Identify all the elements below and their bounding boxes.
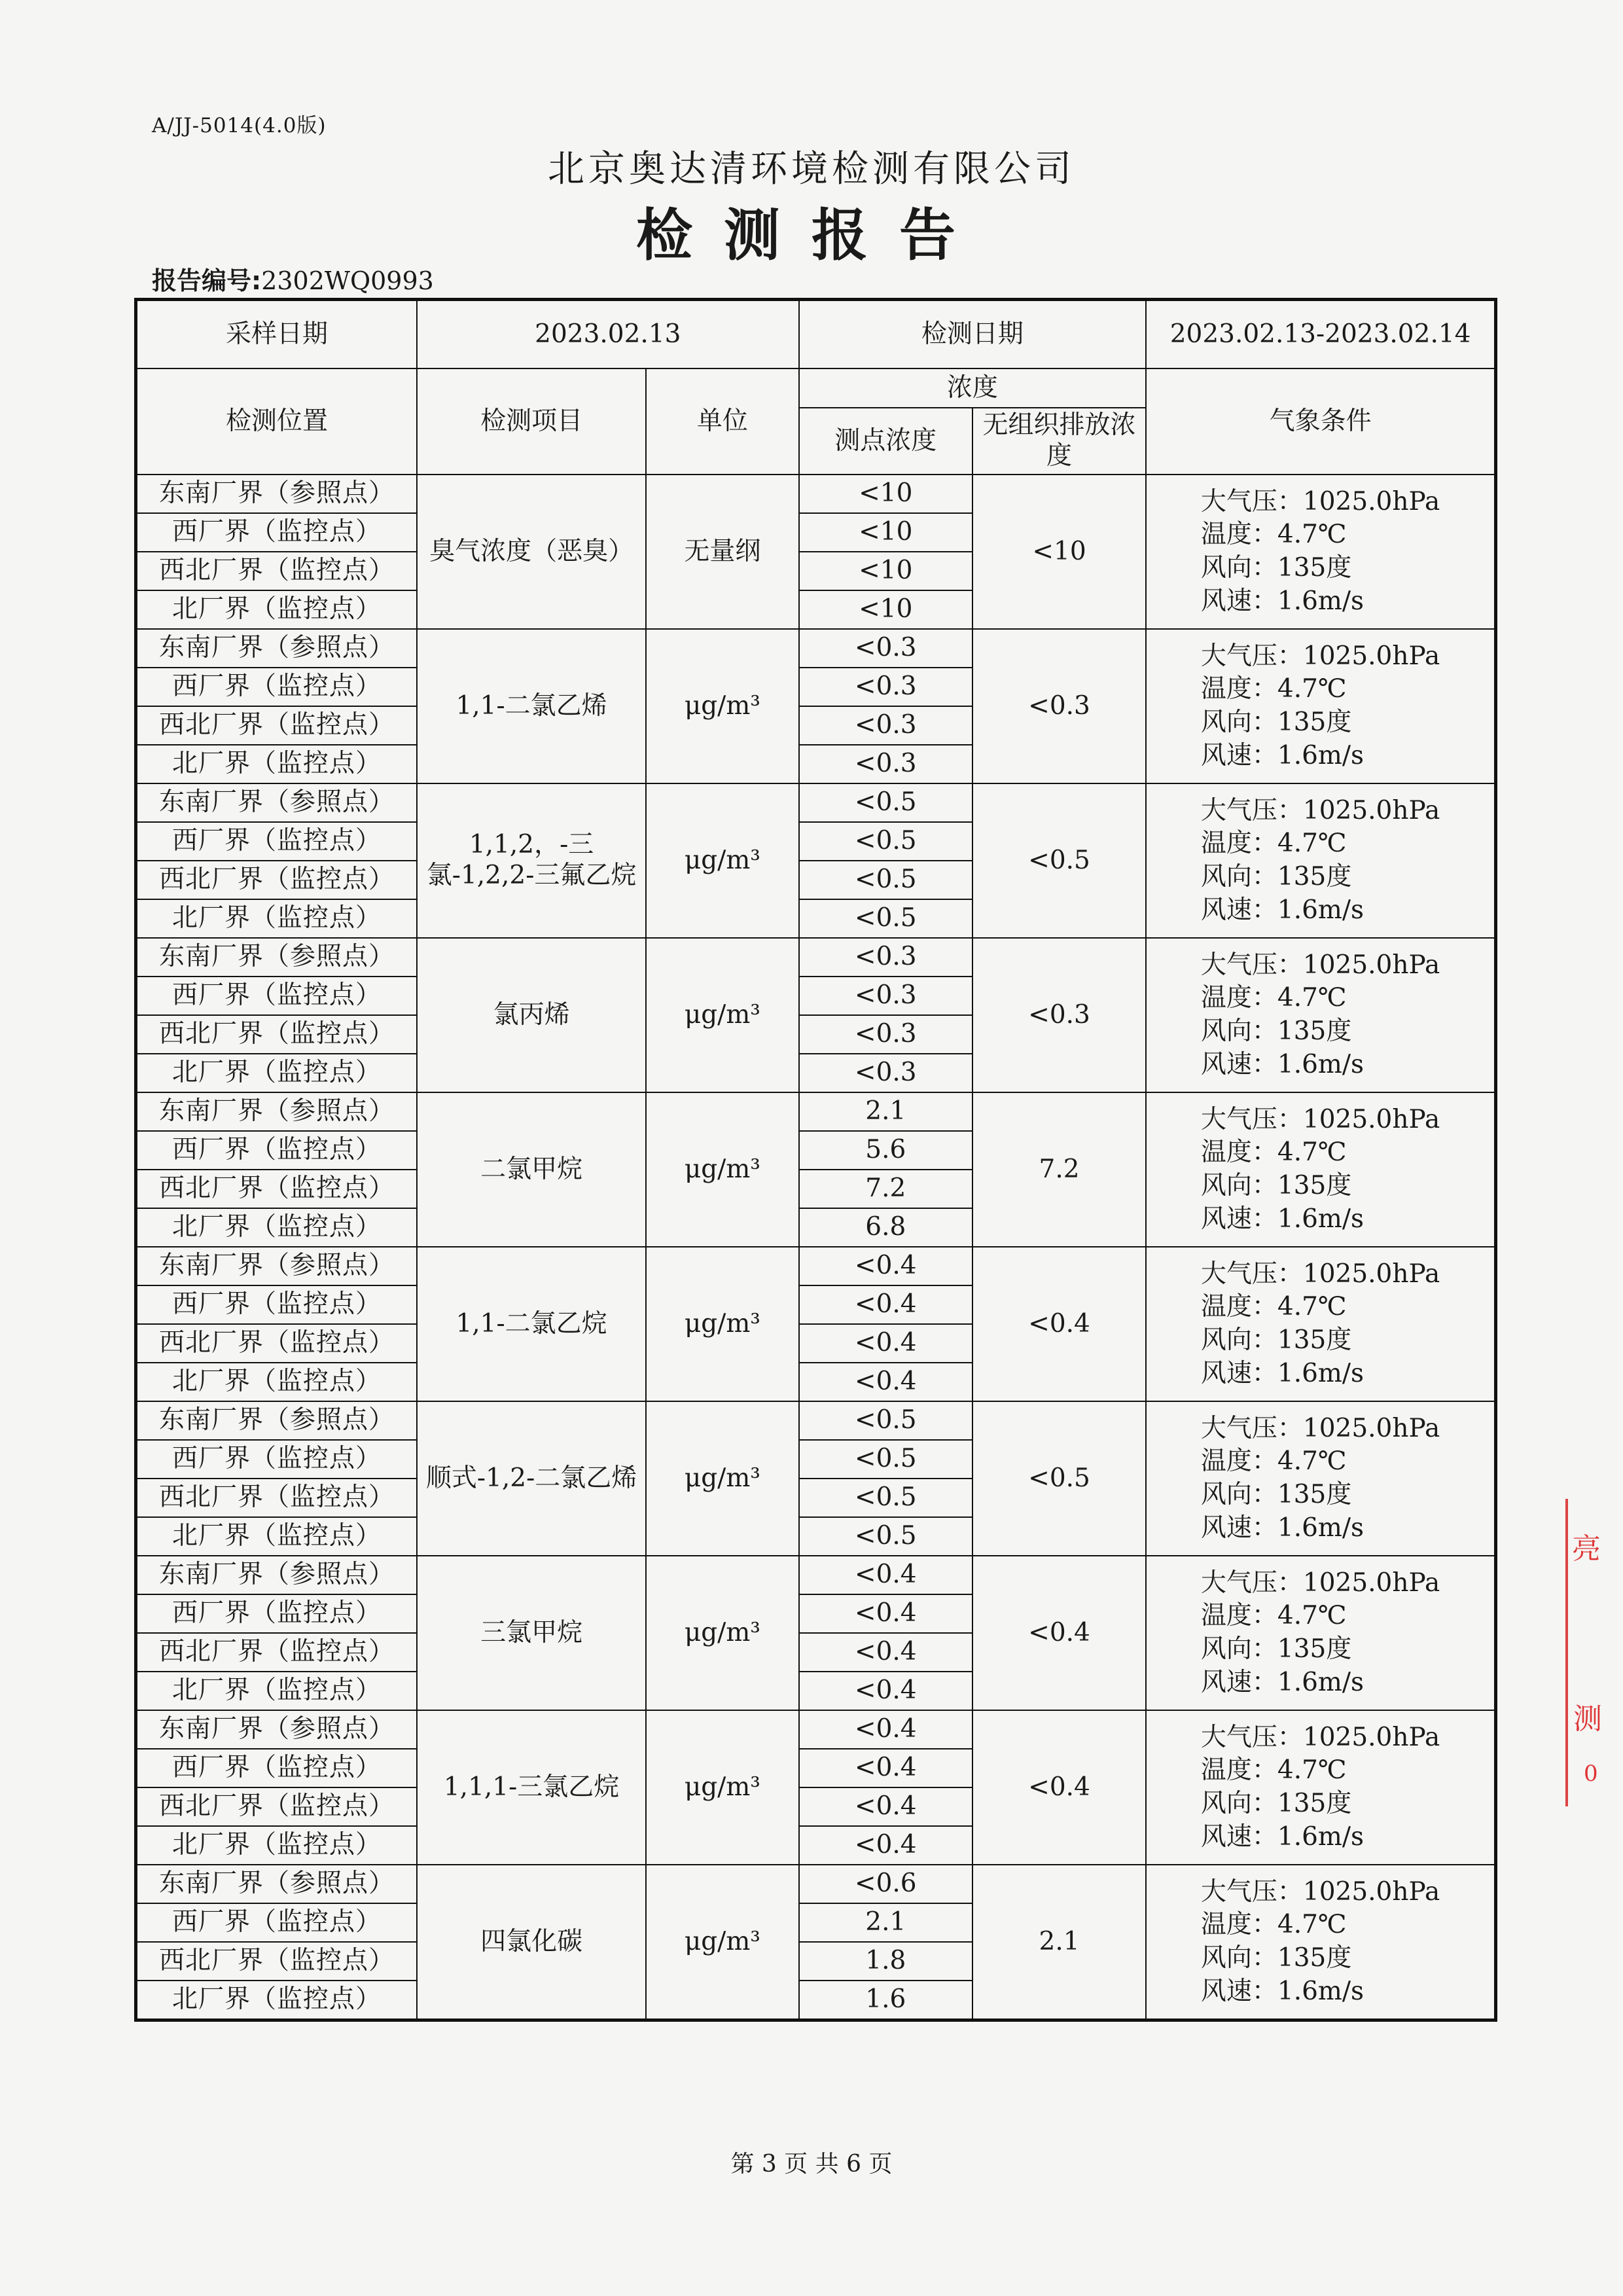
weather-line: 大气压：1025.0hPa (1200, 795, 1440, 825)
point-concentration-cell: <0.6 (799, 1865, 972, 1903)
fugitive-concentration-cell: 2.1 (972, 1865, 1146, 2020)
point-concentration-cell: 2.1 (799, 1903, 972, 1942)
fugitive-concentration-cell: <0.4 (972, 1556, 1146, 1710)
point-conc-header: 测点浓度 (799, 408, 972, 475)
location-cell: 西厂界（监控点） (136, 1131, 417, 1170)
weather-cell (1146, 938, 1495, 1092)
weather-cell (1146, 783, 1495, 938)
weather-line: 风向：135度 (1200, 1325, 1352, 1355)
weather-line: 风速：1.6m/s (1200, 1204, 1364, 1234)
location-cell: 西厂界（监控点） (136, 822, 417, 861)
weather-line: 温度：4.7℃ (1200, 674, 1347, 704)
test-item-cell: 1,1,1-三氯乙烷 (417, 1710, 646, 1865)
weather-line: 温度：4.7℃ (1200, 1601, 1347, 1631)
weather-cell (1146, 1247, 1495, 1401)
test-date: 2023.02.13-2023.02.14 (1146, 300, 1495, 369)
point-concentration-cell: <0.4 (799, 1633, 972, 1672)
test-item-cell: 二氯甲烷 (417, 1092, 646, 1247)
weather-cell (1146, 629, 1495, 783)
page-footer: 第 3 页 共 6 页 (730, 2151, 893, 2178)
location-cell: 东南厂界（参照点） (136, 1401, 417, 1440)
location-cell: 东南厂界（参照点） (136, 475, 417, 513)
location-cell: 北厂界（监控点） (136, 1363, 417, 1401)
unit-cell: μg/m³ (646, 629, 798, 783)
weather-line: 大气压：1025.0hPa (1200, 1722, 1440, 1752)
point-concentration-cell: <0.4 (799, 1672, 972, 1710)
weather-line: 大气压：1025.0hPa (1200, 1104, 1440, 1134)
unit-cell: μg/m³ (646, 1865, 798, 2020)
fugitive-concentration-cell: <0.3 (972, 629, 1146, 783)
table-row (136, 475, 1496, 513)
weather-line: 风速：1.6m/s (1200, 586, 1364, 616)
point-concentration-cell: <0.3 (799, 938, 972, 977)
location-cell: 西厂界（监控点） (136, 977, 417, 1015)
weather-line: 风速：1.6m/s (1200, 895, 1364, 925)
weather-line: 温度：4.7℃ (1200, 1138, 1347, 1168)
date-row (136, 300, 1496, 369)
weather-line: 大气压：1025.0hPa (1200, 1876, 1440, 1907)
point-concentration-cell: <0.3 (799, 706, 972, 745)
point-concentration-cell: <0.5 (799, 1479, 972, 1517)
fugitive-concentration-cell: <0.5 (972, 783, 1146, 938)
location-cell: 东南厂界（参照点） (136, 1865, 417, 1903)
point-concentration-cell: 6.8 (799, 1208, 972, 1247)
table-row (136, 1247, 1496, 1285)
item-header: 检测项目 (417, 368, 646, 475)
company-name: 北京奥达清环境检测有限公司 (548, 148, 1075, 190)
location-header: 检测位置 (136, 368, 417, 475)
location-cell: 东南厂界（参照点） (136, 1247, 417, 1285)
table-row (136, 783, 1496, 822)
point-concentration-cell: <0.3 (799, 745, 972, 783)
seal-char: 0 (1584, 1761, 1598, 1787)
concentration-header: 浓度 (799, 368, 1147, 408)
location-cell: 西北厂界（监控点） (136, 1170, 417, 1208)
location-cell: 西北厂界（监控点） (136, 552, 417, 590)
point-concentration-cell: <0.4 (799, 1787, 972, 1826)
weather-line: 风向：135度 (1200, 1789, 1352, 1818)
point-concentration-cell: 1.6 (799, 1981, 972, 2020)
header-row (136, 368, 1496, 408)
point-concentration-cell: <0.4 (799, 1247, 972, 1285)
fugitive-concentration-cell: 7.2 (972, 1092, 1146, 1247)
fugitive-concentration-cell: <10 (972, 475, 1146, 629)
weather-line: 大气压：1025.0hPa (1200, 486, 1440, 516)
point-concentration-cell: <0.5 (799, 783, 972, 822)
weather-line: 温度：4.7℃ (1200, 1292, 1347, 1322)
weather-line: 大气压：1025.0hPa (1200, 1568, 1440, 1598)
weather-line: 风向：135度 (1200, 553, 1352, 583)
location-cell: 北厂界（监控点） (136, 590, 417, 629)
weather-line: 风速：1.6m/s (1200, 1821, 1364, 1852)
weather-line: 风向：135度 (1200, 1480, 1352, 1509)
results-table (134, 298, 1497, 2022)
location-cell: 东南厂界（参照点） (136, 1092, 417, 1131)
weather-line: 大气压：1025.0hPa (1200, 1259, 1440, 1289)
table-row (136, 1401, 1496, 1440)
location-cell: 西厂界（监控点） (136, 1749, 417, 1787)
table-row (136, 1865, 1496, 1903)
unit-cell: μg/m³ (646, 938, 798, 1092)
unit-cell: μg/m³ (646, 783, 798, 938)
weather-line: 大气压：1025.0hPa (1200, 1413, 1440, 1443)
report-number-value: 2302WQ0993 (261, 266, 434, 295)
location-cell: 北厂界（监控点） (136, 1208, 417, 1247)
test-item-cell: 臭气浓度（恶臭） (417, 475, 646, 629)
point-concentration-cell: <0.5 (799, 1440, 972, 1479)
location-cell: 东南厂界（参照点） (136, 629, 417, 668)
location-cell: 东南厂界（参照点） (136, 1710, 417, 1749)
weather-line: 风速：1.6m/s (1200, 740, 1364, 770)
point-concentration-cell: <0.4 (799, 1363, 972, 1401)
weather-line: 风速：1.6m/s (1200, 1976, 1364, 2006)
weather-line: 风速：1.6m/s (1200, 1667, 1364, 1697)
form-code: A/JJ-5014(4.0版) (152, 114, 327, 137)
fugitive-concentration-cell: <0.4 (972, 1247, 1146, 1401)
weather-cell (1146, 1865, 1495, 2020)
point-concentration-cell: <0.5 (799, 899, 972, 938)
point-concentration-cell: 5.6 (799, 1131, 972, 1170)
weather-cell (1146, 475, 1495, 629)
location-cell: 北厂界（监控点） (136, 1981, 417, 2020)
point-concentration-cell: <0.4 (799, 1594, 972, 1633)
weather-line: 温度：4.7℃ (1200, 1446, 1347, 1477)
weather-line: 风向：135度 (1200, 1943, 1352, 1973)
unit-header: 单位 (646, 368, 798, 475)
weather-cell (1146, 1401, 1495, 1556)
test-item-cell: 1,1,2，-三氯-1,2,2-三氟乙烷 (417, 783, 646, 938)
point-concentration-cell: <0.3 (799, 629, 972, 668)
point-concentration-cell: <0.4 (799, 1826, 972, 1865)
point-concentration-cell: <10 (799, 475, 972, 513)
point-concentration-cell: <0.5 (799, 822, 972, 861)
location-cell: 西北厂界（监控点） (136, 706, 417, 745)
weather-line: 风速：1.6m/s (1200, 1513, 1364, 1543)
weather-line: 风向：135度 (1200, 1171, 1352, 1200)
fugitive-concentration-cell: <0.3 (972, 938, 1146, 1092)
point-concentration-cell: <0.3 (799, 977, 972, 1015)
location-cell: 西北厂界（监控点） (136, 1633, 417, 1672)
test-item-cell: 顺式-1,2-二氯乙烯 (417, 1401, 646, 1556)
location-cell: 北厂界（监控点） (136, 1517, 417, 1556)
fugitive-header: 无组织排放浓度 (972, 408, 1146, 475)
weather-line: 温度：4.7℃ (1200, 1755, 1347, 1785)
weather-line: 温度：4.7℃ (1200, 829, 1347, 859)
point-concentration-cell: 1.8 (799, 1942, 972, 1981)
location-cell: 西北厂界（监控点） (136, 1787, 417, 1826)
point-concentration-cell: <0.4 (799, 1749, 972, 1787)
location-cell: 西厂界（监控点） (136, 513, 417, 552)
test-item-cell: 1,1-二氯乙烯 (417, 629, 646, 783)
fugitive-concentration-cell: <0.4 (972, 1710, 1146, 1865)
weather-line: 风向：135度 (1200, 862, 1352, 891)
location-cell: 西厂界（监控点） (136, 1285, 417, 1324)
weather-line: 风向：135度 (1200, 1634, 1352, 1664)
point-concentration-cell: <0.4 (799, 1710, 972, 1749)
location-cell: 东南厂界（参照点） (136, 783, 417, 822)
location-cell: 北厂界（监控点） (136, 1672, 417, 1710)
weather-header: 气象条件 (1146, 368, 1495, 475)
weather-line: 风速：1.6m/s (1200, 1358, 1364, 1388)
location-cell: 北厂界（监控点） (136, 899, 417, 938)
location-cell: 北厂界（监控点） (136, 745, 417, 783)
location-cell: 西厂界（监控点） (136, 1440, 417, 1479)
test-item-cell: 1,1-二氯乙烷 (417, 1247, 646, 1401)
point-concentration-cell: <0.5 (799, 861, 972, 899)
point-concentration-cell: <0.3 (799, 668, 972, 706)
location-cell: 西厂界（监控点） (136, 1903, 417, 1942)
location-cell: 西厂界（监控点） (136, 668, 417, 706)
seal-char: 亮 (1572, 1532, 1601, 1566)
point-concentration-cell: <0.4 (799, 1324, 972, 1363)
table-row (136, 629, 1496, 668)
test-date-label: 检测日期 (799, 300, 1147, 369)
weather-line: 温度：4.7℃ (1200, 520, 1347, 550)
weather-line: 温度：4.7℃ (1200, 983, 1347, 1013)
point-concentration-cell: <0.3 (799, 1054, 972, 1092)
table-row (136, 938, 1496, 977)
sampling-date: 2023.02.13 (417, 300, 799, 369)
table-row (136, 1092, 1496, 1131)
test-item-cell: 氯丙烯 (417, 938, 646, 1092)
sampling-date-label: 采样日期 (136, 300, 417, 369)
test-item-cell: 四氯化碳 (417, 1865, 646, 2020)
point-concentration-cell: <0.3 (799, 1015, 972, 1054)
weather-line: 大气压：1025.0hPa (1200, 950, 1440, 980)
weather-line: 风向：135度 (1200, 708, 1352, 737)
point-concentration-cell: <0.4 (799, 1285, 972, 1324)
report-number: 报告编号:2302WQ0993 (152, 266, 434, 295)
company-seal (1565, 1499, 1607, 1806)
weather-line: 大气压：1025.0hPa (1200, 641, 1440, 671)
unit-cell: μg/m³ (646, 1401, 798, 1556)
point-concentration-cell: <0.5 (799, 1401, 972, 1440)
point-concentration-cell: 7.2 (799, 1170, 972, 1208)
location-cell: 北厂界（监控点） (136, 1826, 417, 1865)
weather-line: 风速：1.6m/s (1200, 1049, 1364, 1079)
location-cell: 西北厂界（监控点） (136, 1479, 417, 1517)
unit-cell: μg/m³ (646, 1710, 798, 1865)
fugitive-concentration-cell: <0.5 (972, 1401, 1146, 1556)
unit-cell: μg/m³ (646, 1556, 798, 1710)
unit-cell: 无量纲 (646, 475, 798, 629)
location-cell: 北厂界（监控点） (136, 1054, 417, 1092)
weather-cell (1146, 1556, 1495, 1710)
location-cell: 西厂界（监控点） (136, 1594, 417, 1633)
unit-cell: μg/m³ (646, 1247, 798, 1401)
point-concentration-cell: <10 (799, 590, 972, 629)
unit-cell: μg/m³ (646, 1092, 798, 1247)
location-cell: 东南厂界（参照点） (136, 938, 417, 977)
table-row (136, 1710, 1496, 1749)
weather-line: 温度：4.7℃ (1200, 1910, 1347, 1940)
point-concentration-cell: <10 (799, 513, 972, 552)
weather-line: 风向：135度 (1200, 1016, 1352, 1046)
location-cell: 西北厂界（监控点） (136, 861, 417, 899)
weather-cell (1146, 1710, 1495, 1865)
location-cell: 西北厂界（监控点） (136, 1015, 417, 1054)
test-item-cell: 三氯甲烷 (417, 1556, 646, 1710)
seal-char: 测 (1573, 1702, 1602, 1736)
location-cell: 西北厂界（监控点） (136, 1324, 417, 1363)
point-concentration-cell: 2.1 (799, 1092, 972, 1131)
point-concentration-cell: <10 (799, 552, 972, 590)
point-concentration-cell: <0.5 (799, 1517, 972, 1556)
report-title: 检测报告 (636, 203, 987, 268)
table-row (136, 1556, 1496, 1594)
location-cell: 东南厂界（参照点） (136, 1556, 417, 1594)
location-cell: 西北厂界（监控点） (136, 1942, 417, 1981)
point-concentration-cell: <0.4 (799, 1556, 972, 1594)
weather-cell (1146, 1092, 1495, 1247)
